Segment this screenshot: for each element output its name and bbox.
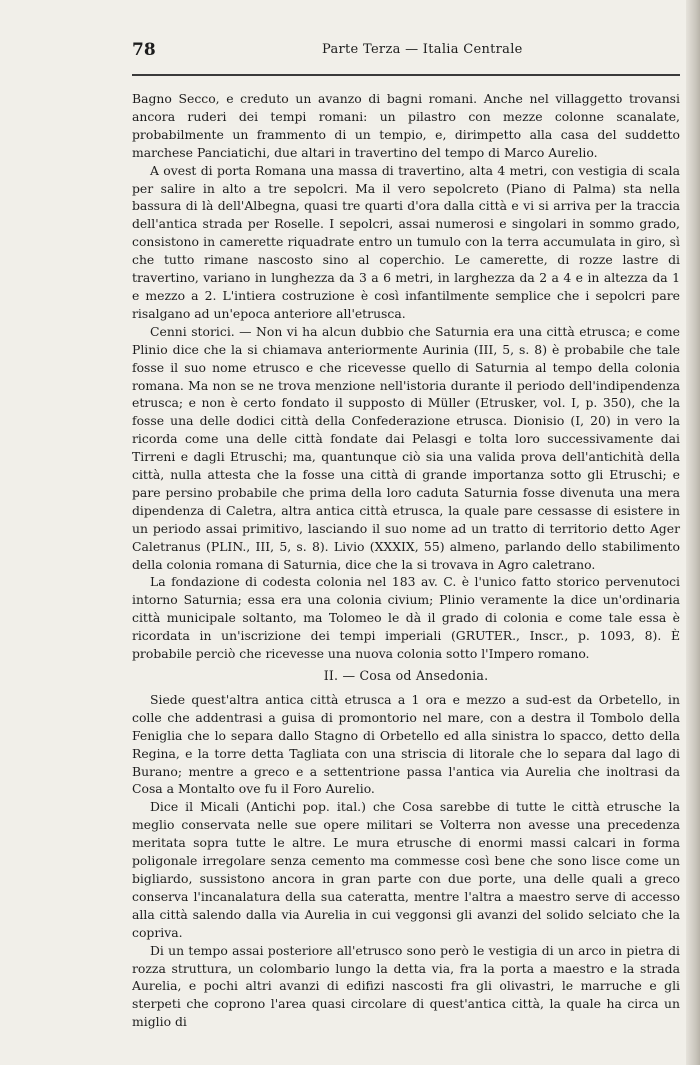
paragraph: A ovest di porta Romana una massa di travertino, alta 4 metri, con vestigia di scala per salire in alto a tre sepolcri. Ma il vero sepolcreto (Piano di Palma) sta nella bassura di là dell'Albegna, quasi tre quarti d'ora dalla città e vi si arriva per la traccia dell'antica strada per Roselle. I sepolcri, assai numerosi e singolari in sommo grado, consistono in camerette riquadrate entro un tumulo con la terra accumulata in giro, sì che tutto rimane nascosto sino al coperchio. Le camerette, di rozze lastre di travertino, variano in lunghezza da 3 a 6 metri, in larghezza da 2 a 4 e in altezza da 1 e mezzo a 2. L'intiera costruzione è così infantilmente semplice che i sepolcri pare risalgano ad un'epoca anteriore all'etrusca. xyxy=(132,162,680,321)
paragraph: Siede quest'altra antica città etrusca a 1 ora e mezzo a sud-est da Orbetello, in colle che addentrasi a guisa di promontorio nel mare, con a destra il Tombolo della Feniglia che lo separa dallo Stagno di Orbetello ed alla sinistra lo spacco, detto della Regina, e la torre detta Tagliata con una striscia di litorale che lo separa dal lago di Burano; mentre a greco e a settentrione passa l'antica via Aurelia che inoltrasi da Cosa a Montalto ove fu il Foro Aurelio. xyxy=(132,691,680,797)
paragraph: Bagno Secco, e creduto un avanzo di bagni romani. Anche nel villaggetto trovansi ancora ruderi dei tempi romani: un pilastro con mezze colonne scanalate, probabilmente un frammento di un tempio, e, dirimpetto alla casa del suddetto marchese Panciatichi, due altari in travertino del tempo di Marco Aurelio. xyxy=(132,91,680,160)
paragraph: La fondazione di codesta colonia nel 183 av. C. è l'unico fatto storico pervenutoci intorno Saturnia; essa era una colonia civium; Plinio veramente la dice un'ordinaria città municipale soltanto, ma Tolomeo le dà il grado di colonia e come tale essa è ricordata in un'iscrizione dei tempi imperiali (GRUTER., Inscr., p. 1093, 8). È probabile perciò che ricevesse una nuova colonia sotto l'Impero romano. xyxy=(132,574,680,662)
body-text xyxy=(132,90,680,1031)
paragraph: Dice il Micali (Antichi pop. ital.) che Cosa sarebbe di tutte le città etrusche la meglio conservata nelle sue opere militari se Volterra non avesse una precedenza meritata sopra tutte le altre. Le mura etrusche di enormi massi calcari in forma poligonale irregolare senza cemento ma commesse così bene che sono lisce come un bigliardo, sussistono ancora in gran parte con due porte, una delle quali a greco conserva l'incanalatura della sua cateratta, mentre l'altra a maestro serve di accesso alla città salendo dalla via Aurelia in cui veggonsi gli avanzi del solido selciato che la copriva. xyxy=(132,799,680,940)
paragraph: Di un tempo assai posteriore all'etrusco sono però le vestigia di un arco in pietra di rozza struttura, un colombario lungo la detta via, fra la porta a maestro e la strada Aurelia, e pochi altri avanzi di edifizi nascosti fra gli olivastri, le marruche e gli sterpeti che coprono l'area quasi circolare di quest'antica città, la quale ha circa un miglio di xyxy=(132,942,680,1030)
paragraph: Cenni storici. — Non vi ha alcun dubbio che Saturnia era una città etrusca; e come Plinio dice che la si chiamava anteriormente Aurinia (III, 5, s. 8) è probabile che tale fosse il suo nome etrusco e che ricevesse quello di Saturnia al tempo della colonia romana. Ma non se ne trova menzione nell'istoria durante il periodo dell'indipendenza etrusca; e non è certo fondato il supposto di Müller (Etrusker, vol. I, p. 350), che la fosse una delle dodici città della Confederazione etrusca. Dionisio (I, 20) in vero la ricorda come una delle città fondate dai Pelasgi e tolta loro successivamente dai Tirreni e dagli Etruschi; ma, quantunque ciò sia una valida prova dell'antichità della città, nulla attesta che la fosse una città di grande importanza sotto gli Etruschi; e pare persino probabile che prima della loro caduta Saturnia fosse divenuta una mera dipendenza di Caletra, altra antica città etrusca, la quale pare cessasse di esistere in un periodo assai primitivo, lasciando il suo nome ad un tratto di territorio detto Ager Caletranus (PLIN., III, 5, s. 8). Livio (XXXIX, 55) almeno, parlando dello stabilimento della colonia romana di Saturnia, dice che la si trovava in Agro caletrano. xyxy=(132,323,680,572)
page-edge-shadow xyxy=(686,0,700,1065)
page-number: 78 xyxy=(132,40,156,60)
section-heading: II. — Cosa od Ansedonia. xyxy=(323,668,489,683)
header-rule xyxy=(132,74,680,76)
page-header xyxy=(132,40,680,62)
running-title: Parte Terza — Italia Centrale xyxy=(322,42,523,57)
